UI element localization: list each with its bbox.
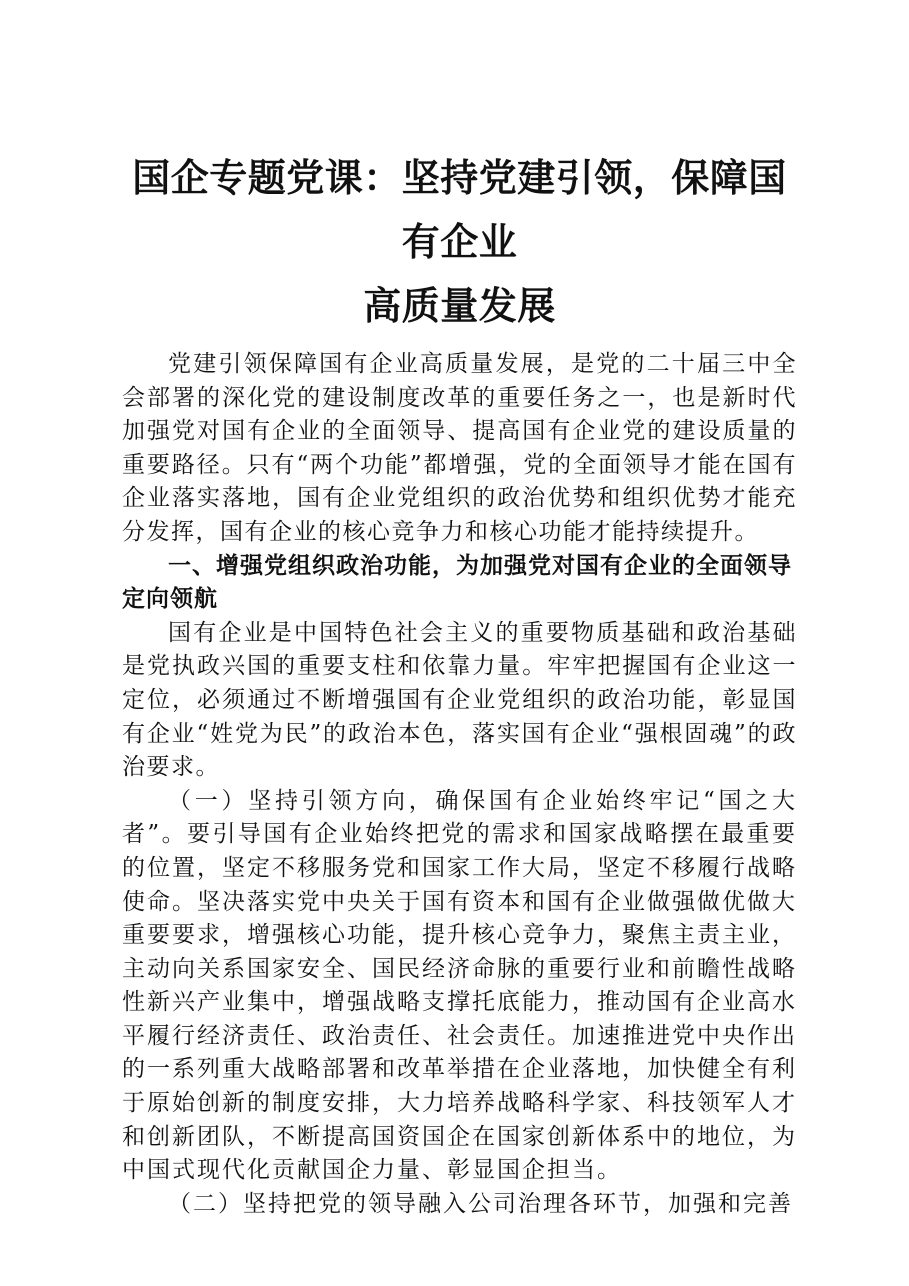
subsection-2-paragraph: （二）坚持把党的领导融入公司治理各环节，加强和完善 <box>168 1190 793 1217</box>
title-line-1: 国企专题党课：坚持党建引领，保障国有企业 <box>132 156 787 264</box>
intro-paragraph: 党建引领保障国有企业高质量发展，是党的二十届三中全会部署的深化党的建设制度改革的重要任务之一，也是新时代加强党对国有企业的全面领导、提高国有企业党的建设质量的重要路径。只有“两个功能”都增强，党的全面领导才能在国有企业落实落地，国有企业党组织的政治优势和组织优势才能充分发挥，国有企业的核心竞争力和核心功能才能持续提升。 <box>122 351 797 545</box>
document-title <box>122 146 797 338</box>
title-line-2: 高质量发展 <box>363 284 556 328</box>
section-1-heading: 一、增强党组织政治功能，为加强党对国有企业的全面领导定向领航 <box>122 552 792 613</box>
subsection-1-paragraph: （一）坚持引领方向，确保国有企业始终牢记“国之大者”。要引导国有企业始终把党的需求和国家战略摆在最重要的位置，坚定不移服务党和国家工作大局，坚定不移履行战略使命。坚决落实党中央关于国有资本和国有企业做强做优做大重要要求，增强核心功能，提升核心竞争力，聚焦主责主业，主动向关系国家安全、国民经济命脉的重要行业和前瞻性战略性新兴产业集中，增强战略支撑托底能力，推动国有企业高水平履行经济责任、政治责任、社会责任。加速推进党中央作出的一系列重大战略部署和改革举措在企业落地，加快健全有利于原始创新的制度安排，大力培养战略科学家、科技领军人才和创新团队，不断提高国资国企在国家创新体系中的地位，为中国式现代化贡献国企力量、彰显国企担当。 <box>122 787 797 1184</box>
section-1-paragraph: 国有企业是中国特色社会主义的重要物质基础和政治基础是党执政兴国的重要支柱和依靠力量。牢牢把握国有企业这一定位，必须通过不断增强国有企业党组织的政治功能，彰显国有企业“姓党为民”的政治本色，落实国有企业“强根固魂”的政治要求。 <box>122 619 797 781</box>
